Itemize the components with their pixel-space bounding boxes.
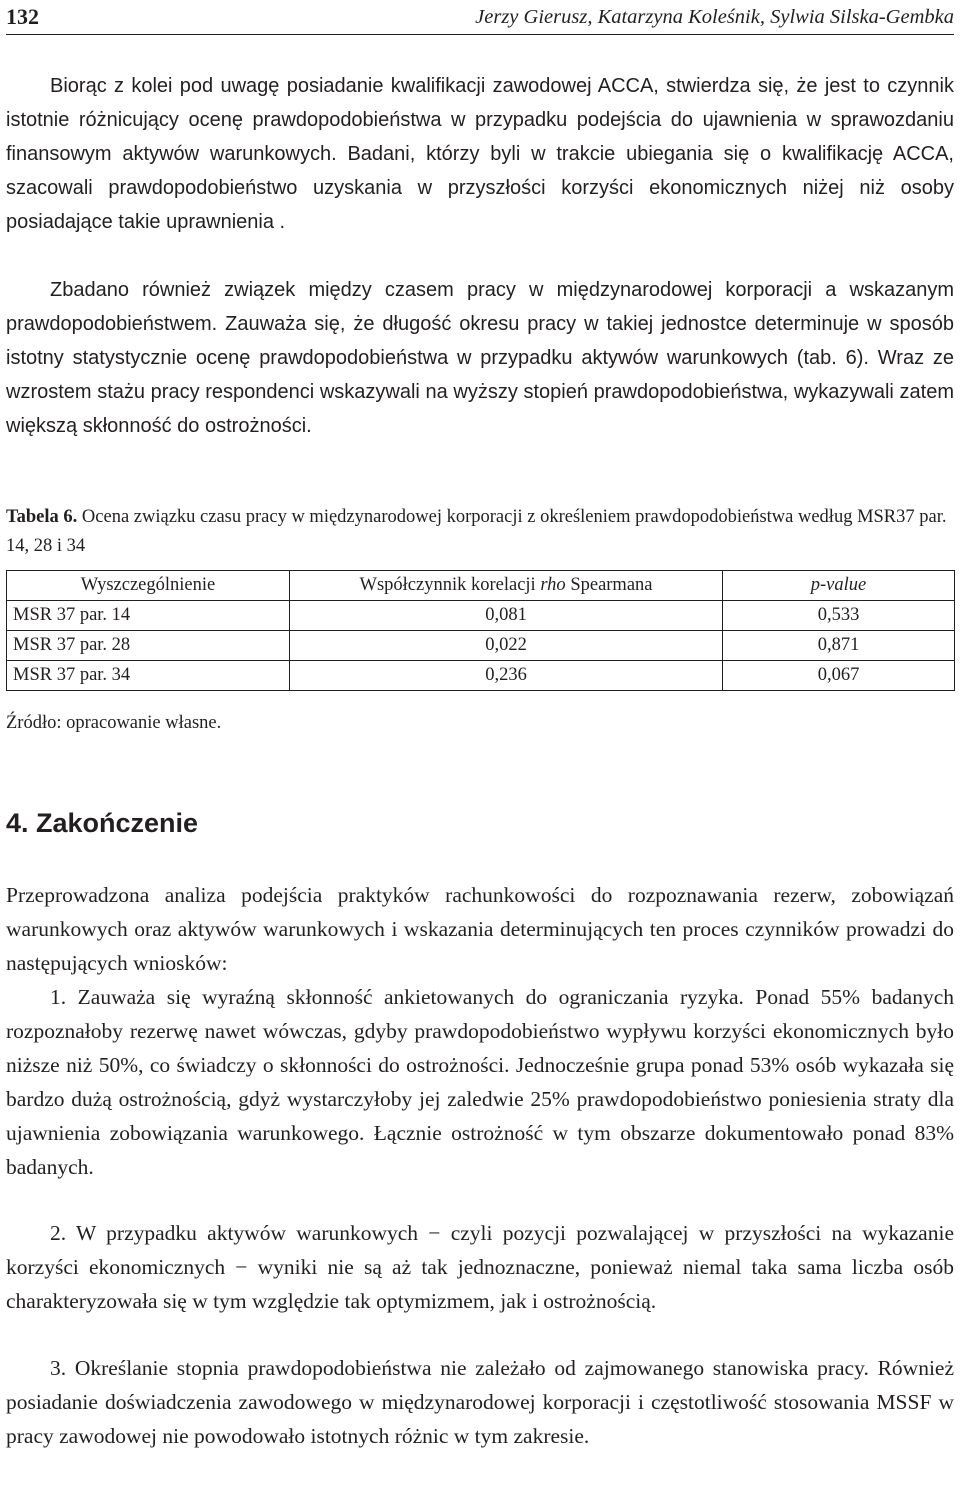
header-cell-rho: Współczynnik korelacji rho Spearmana: [290, 571, 723, 601]
header-cell-pvalue: p-value: [723, 571, 955, 601]
conclusion-item-1: 1. Zauważa się wyraźną skłonność ankietowanych do ograniczania ryzyka. Ponad 55% badanych rozpoznałoby rezerwę nawet wówczas, gdyby prawdopodobieństwo wypływu korzyści ekonomicznych było niższe niż 50%, co świadczy o skłonności do ostrożności. Jednocześnie grupa ponad 53% osób wykazała się bardzo dużą ostrożnością, gdyż wystarczyłoby jej zaledwie 25% prawdopodobieństwo poniesienia straty dla ujawnienia zobowiązania warunkowego. Łącznie ostrożność w tym obszarze dokumentowało ponad 83% badanych.: [6, 985, 954, 1179]
table-row: [7, 601, 955, 631]
running-header: [6, 2, 954, 35]
table-source-note: Źródło: opracowanie własne.: [6, 713, 222, 733]
table-header-row: [7, 571, 955, 601]
conclusion-intro: Przeprowadzona analiza podejścia praktyków rachunkowości do rozpoznawania rezerw, zobowiązań warunkowych oraz aktywów warunkowych i wskazania determinujących ten proces czynników prowadzi do następujących wniosków:: [6, 883, 954, 975]
row-rho: 0,236: [290, 661, 723, 691]
section-heading: 4. Zakończenie: [6, 808, 199, 838]
table-caption: [6, 503, 954, 561]
table-caption-text: Ocena związku czasu pracy w międzynarodowej korporacji z określeniem prawdopodobieństwa według MSR37 par. 14, 28 i 34: [6, 507, 947, 556]
row-rho: 0,022: [290, 631, 723, 661]
conclusion-item-3: 3. Określanie stopnia prawdopodobieństwa nie zależało od zajmowanego stanowiska pracy. Również posiadanie doświadczenia zawodowego w międzynarodowej korporacji i częstotliwość stosowania MSSF w pracy zawodowej nie powodowało istotnych różnic w tym zakresie.: [6, 1356, 954, 1448]
table-caption-label: Tabela 6.: [6, 507, 78, 527]
row-label: MSR 37 par. 28: [7, 631, 290, 661]
header-cell-item: Wyszczególnienie: [7, 571, 290, 601]
row-label: MSR 37 par. 14: [7, 601, 290, 631]
table-row: [7, 631, 955, 661]
row-pvalue: 0,871: [723, 631, 955, 661]
row-pvalue: 0,533: [723, 601, 955, 631]
row-rho: 0,081: [290, 601, 723, 631]
running-header-authors: Jerzy Gierusz, Katarzyna Koleśnik, Sylwia Silska-Gembka: [475, 6, 954, 28]
correlation-table: [6, 570, 955, 691]
conclusion-item-2: 2. W przypadku aktywów warunkowych − czyli pozycji pozwalającej w przyszłości na wykazanie korzyści ekonomicznych − wyniki nie są aż tak jednoznaczne, ponieważ niemal taka sama liczba osób charakteryzowała się w tym względzie tak optymizmem, jak i ostrożnością.: [6, 1221, 954, 1313]
row-pvalue: 0,067: [723, 661, 955, 691]
row-label: MSR 37 par. 34: [7, 661, 290, 691]
paragraph-work-time: Zbadano również związek między czasem pracy w międzynarodowej korporacji a wskazanym prawdopodobieństwem. Zauważa się, że długość okresu pracy w takiej jednostce determinuje w sposób istotny statystycznie ocenę prawdopodobieństwa w przypadku aktywów warunkowych (tab. 6). Wraz ze wzrostem stażu pracy respondenci wskazywali na wyższy stopień prawdopodobieństwa, wykazywali zatem większą skłonność do ostrożności.: [6, 279, 954, 437]
table-row: [7, 661, 955, 691]
page-number: 132: [6, 4, 39, 29]
paragraph-acca: Biorąc z kolei pod uwagę posiadanie kwalifikacji zawodowej ACCA, stwierdza się, że jest to czynnik istotnie różnicujący ocenę prawdopodobieństwa w przypadku podejścia do ujawnienia w sprawozdaniu finansowym aktywów warunkowych. Badani, którzy byli w trakcie ubiegania się o kwalifikację ACCA, szacowali prawdopodobieństwo uzyskania w przyszłości korzyści ekonomicznych niżej niż osoby posiadające takie uprawnienia .: [6, 75, 954, 233]
